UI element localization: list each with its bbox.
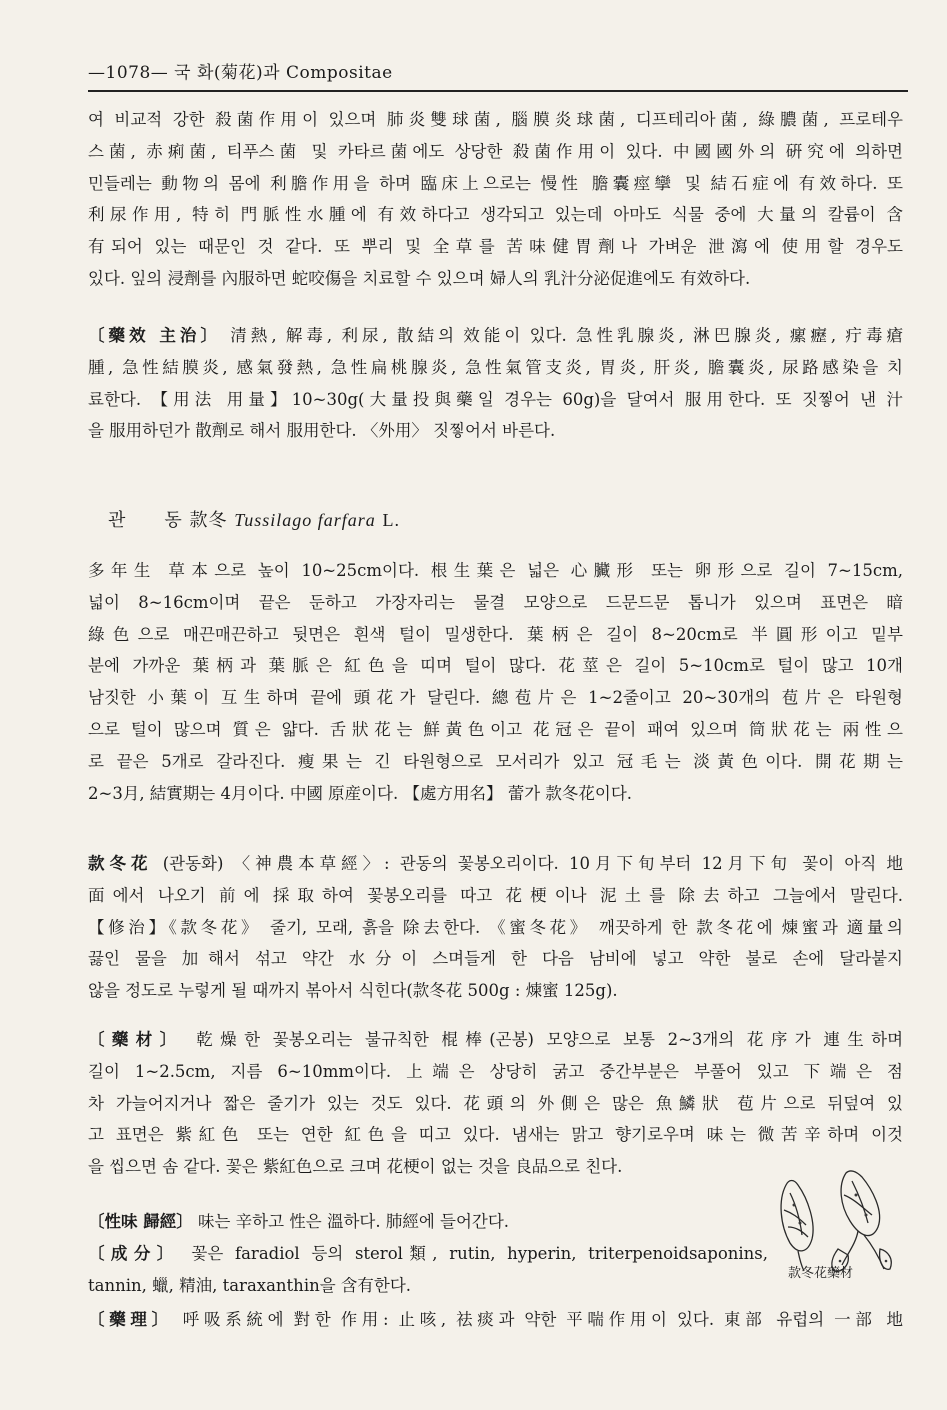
- figure-caption: 款冬花藥材: [788, 1266, 854, 1281]
- text-line: 차 가늘어지거나 짧은 줄기가 있는 것도 있다. 花頭의 外側은 많은 魚鱗狀 苞片으로 뒤덮여 있: [88, 1093, 903, 1113]
- page-header-label: —1078— 국 화(菊花)과 Compositae: [88, 63, 393, 83]
- paragraph-nature-taste: [88, 1206, 768, 1238]
- text-line: 스菌, 赤痢菌, 티푸스菌 및 카타르菌에도 상당한 殺菌作用이 있다. 中國國外의 硏究에 의하면: [88, 141, 903, 161]
- section-label: 〔藥材〕: [88, 1030, 184, 1049]
- paragraph-description: [88, 555, 903, 809]
- section-label: 〔藥理〕: [88, 1310, 173, 1329]
- text-line: tannin, 蠟, 精油, taraxanthin을 含有한다.: [88, 1275, 412, 1295]
- section-label: 〔藥效 主治〕: [88, 326, 221, 345]
- text-line: 분에 가까운 葉柄과 葉脈은 紅色을 띠며 털이 많다. 花莖은 길이 5~10cm로 털이 많고 10개: [88, 656, 903, 676]
- paragraph-dandelion-effects: [88, 104, 903, 295]
- text-line: 끓인 물을 加해서 섞고 약간 水分이 스며들게 한 다음 남비에 넣고 약한 불로 손에 달라붙지: [88, 949, 903, 969]
- text-line: 【修治】《款冬花》 줄기, 모래, 흙을 除去한다. 《蜜冬花》 깨끗하게 한 款冬花에 煉蜜과 適量의: [88, 917, 903, 937]
- text-line: 않을 정도로 누렇게 될 때까지 볶아서 식힌다(款冬花 500g : 煉蜜 125g).: [88, 981, 618, 1001]
- section-label: 〔成分〕: [88, 1244, 180, 1263]
- text-line: 有되어 있는 때문인 것 같다. 또 뿌리 및 全草를 苦味健胃劑나 가벼운 泄瀉에 使用할 경우도: [88, 237, 903, 257]
- text-line: 있다. 잎의 浸劑를 內服하면 蛇咬傷을 치료할 수 있으며 婦人의 乳汁分泌促進에도 有效하다.: [88, 268, 751, 288]
- text-line: 利尿作用, 特히 門脈性水腫에 有效하다고 생각되고 있는데 아마도 식물 중에 大量의 칼륨이 含: [88, 205, 903, 225]
- text-line: 多年生 草本으로 높이 10~25cm이다. 根生葉은 넓은 心臟形 또는 卵形으로 길이 7~15cm,: [88, 561, 903, 580]
- text-line: 여 비교적 강한 殺菌作用이 있으며 肺炎雙球菌, 腦膜炎球菌, 디프테리아菌, 綠膿菌, 프로테우: [88, 110, 903, 129]
- text-line: 을 服用하던가 散劑로 해서 服用한다. 〈外用〉 짓찧어서 바른다.: [88, 421, 556, 441]
- text-line: 으로 털이 많으며 質은 얇다. 舌狀花는 鮮黃色이고 花冠은 끝이 패여 있으며 筒狀花는 兩性으: [88, 719, 903, 739]
- heading-korean-2: 동: [164, 510, 183, 531]
- text-line: 을 씹으면 솜 같다. 꽃은 紫紅色으로 크며 花梗이 없는 것을 良品으로 친다.: [88, 1157, 623, 1177]
- heading-korean-1: 관: [108, 510, 127, 531]
- heading-author: L.: [382, 510, 401, 530]
- text-line: 료한다. 【用法 用量】10~30g(大量投與藥일 경우는 60g)을 달여서 服用한다. 또 짓찧어 낸 汁: [88, 389, 903, 409]
- text-line: 로 끝은 5개로 갈라진다. 瘦果는 긴 타원형으로 모서리가 있고 冠毛는 淡黃色이다. 開花期는: [88, 751, 903, 771]
- entry-heading: [108, 505, 400, 536]
- text-line: 고 표면은 紫紅色 또는 연한 紅色을 띠고 있다. 냄새는 맑고 향기로우며 味는 微苦辛하며 이것: [88, 1125, 903, 1145]
- text-line: 넓이 8~16cm이며 끝은 둔하고 가장자리는 물결 모양으로 드문드문 톱니가 있으며 표면은 暗: [88, 592, 903, 612]
- paragraph-efficacy: [88, 320, 903, 447]
- heading-hanja: 款冬: [189, 510, 228, 531]
- paragraph-kuandonghua: [88, 848, 903, 1007]
- text-line: 面에서 나오기 前에 採取하여 꽃봉오리를 따고 花梗이나 泥土를 除去하고 그늘에서 말린다.: [88, 885, 903, 905]
- text-line: 길이 1~2.5cm, 지름 6~10mm이다. 上端은 상당히 굵고 중간부분은 부풀어 있고 下端은 점: [88, 1061, 903, 1081]
- text-line: 乾燥한 꽃봉오리는 불규칙한 棍棒(곤봉) 모양으로 보통 2~3개의 花序가 連生하며: [183, 1030, 903, 1049]
- text-line: 민들레는 動物의 몸에 利膽作用을 하며 臨床上으로는 慢性 膽囊痙攣 및 結石症에 有效하다. 또: [88, 173, 903, 193]
- text-line: 꽃은 faradiol 등의 sterol類, rutin, hyperin, triterpenoidsaponins,: [179, 1244, 768, 1263]
- header-rule: [88, 90, 908, 92]
- paragraph-herbal-material: [88, 1024, 903, 1183]
- paragraph-pharmacology: [88, 1304, 903, 1336]
- text-line: (관동화) 〈神農本草經〉: 관동의 꽃봉오리이다. 10月下旬부터 12月下旬 꽃이 아직 地: [152, 854, 903, 873]
- text-line: 味는 辛하고 性은 溫하다. 肺經에 들어간다.: [192, 1212, 510, 1231]
- text-line: 腫, 急性結膜炎, 感氣發熱, 急性扁桃腺炎, 急性氣管支炎, 胃炎, 肝炎, 膽囊炎, 尿路感染을 치: [88, 357, 903, 377]
- paragraph-components: [88, 1238, 768, 1302]
- heading-latin-name: Tussilago farfara: [234, 510, 376, 530]
- flower-bud-drawing: [768, 1165, 908, 1275]
- page-header: [88, 60, 908, 86]
- text-line: 呼吸系統에 對한 作用: 止咳, 祛痰과 약한 平喘作用이 있다. 東部 유럽의 一部 地: [172, 1310, 903, 1329]
- text-line: 2~3月, 結實期는 4月이다. 中國 原産이다. 【處方用名】 蕾가 款冬花이다.: [88, 783, 633, 803]
- text-line: 綠色으로 매끈매끈하고 뒷면은 흰색 털이 밀생한다. 葉柄은 길이 8~20cm로 半圓形이고 밑부: [88, 624, 903, 644]
- text-line: 남짓한 小葉이 互生하며 끝에 頭花가 달린다. 總苞片은 1~2줄이고 20~30개의 苞片은 타원형: [88, 688, 903, 708]
- text-line: 清熱, 解毒, 利尿, 散結의 效能이 있다. 急性乳腺炎, 淋巴腺炎, 瘰癧, 疔毒瘡: [230, 326, 903, 345]
- section-label: 款冬花: [88, 854, 153, 873]
- section-label: 〔性味 歸經〕: [88, 1212, 193, 1231]
